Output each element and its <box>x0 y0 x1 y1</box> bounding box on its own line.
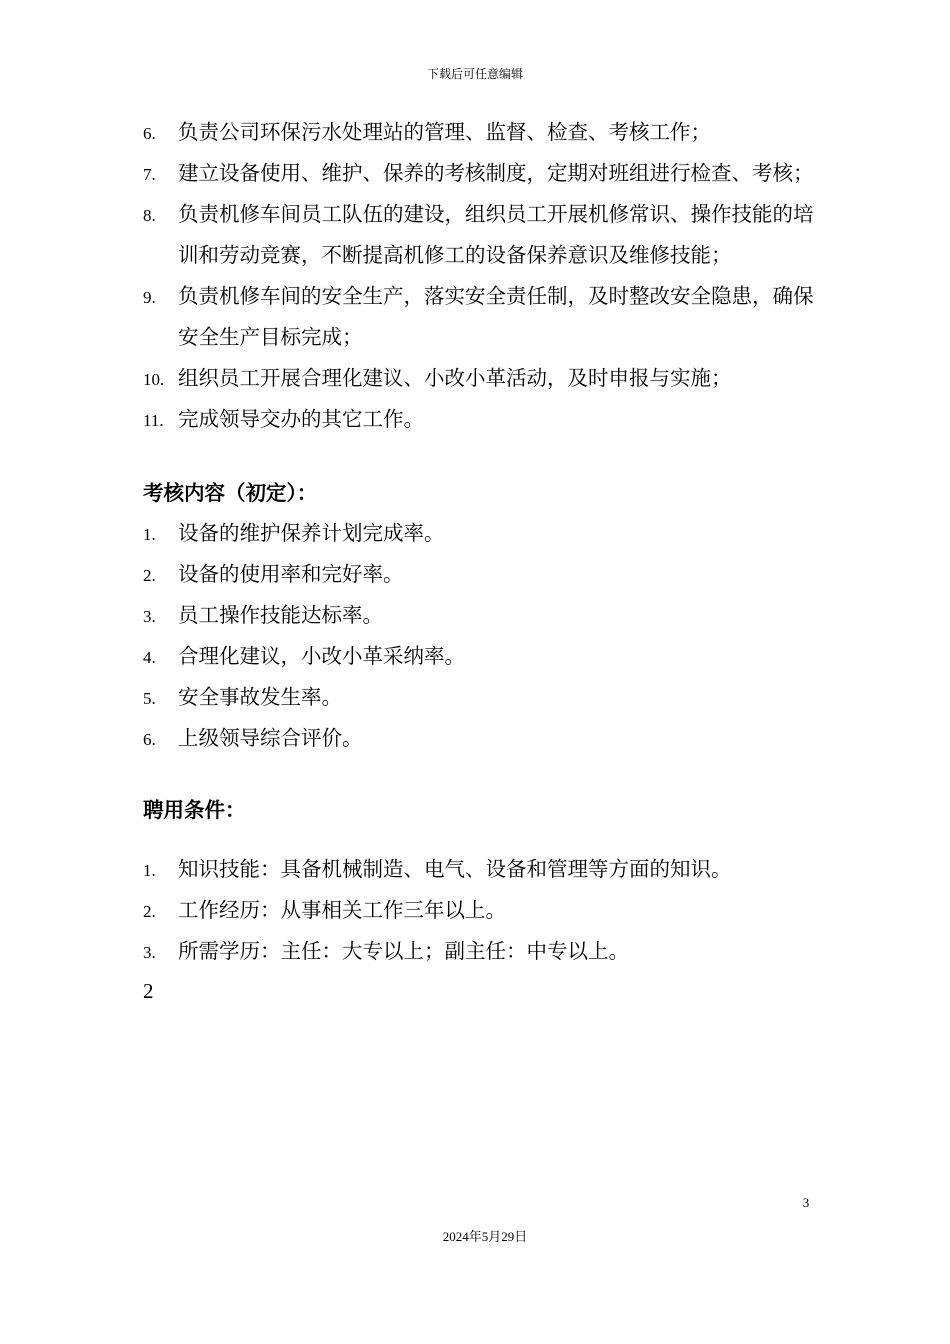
list-item-number: 4. <box>143 648 156 667</box>
list-item-text: 员工操作技能达标率。 <box>178 603 383 627</box>
list-item-text: 完成领导交办的其它工作。 <box>178 407 424 431</box>
list-item <box>143 595 833 636</box>
list-item <box>143 636 833 677</box>
footer-date: 2024年5月29日 <box>442 1229 528 1244</box>
list-item <box>143 677 833 718</box>
list-item-number: 10. <box>143 370 165 389</box>
list-item-text: 知识技能：具备机械制造、电气、设备和管理等方面的知识。 <box>178 857 732 881</box>
list-item-number: 8. <box>143 206 156 225</box>
list-item-text: 设备的使用率和完好率。 <box>178 562 404 586</box>
list-item-number: 6. <box>143 730 156 749</box>
list-item <box>143 399 833 440</box>
list-item-number: 2. <box>143 902 156 921</box>
list-item-text: 安全事故发生率。 <box>178 685 342 709</box>
list-item-number: 1. <box>143 525 156 544</box>
list-item <box>143 513 833 554</box>
list-item-number: 2. <box>143 566 156 585</box>
list-item-text: 设备的维护保养计划完成率。 <box>178 521 445 545</box>
list-item <box>143 153 833 194</box>
list-item-text: 上级领导综合评价。 <box>178 726 363 750</box>
list-item <box>143 358 833 399</box>
list-item-text: 合理化建议，小改小革采纳率。 <box>178 644 465 668</box>
list-item <box>143 890 833 931</box>
list-item-text: 组织员工开展合理化建议、小改小革活动，及时申报与实施； <box>178 366 732 390</box>
list-item <box>143 931 833 972</box>
list-item-text: 建立设备使用、维护、保养的考核制度，定期对班组进行检查、考核； <box>178 161 814 185</box>
list-item-number: 3. <box>143 943 156 962</box>
duties-list <box>143 112 833 440</box>
page-header: 下载后可任意编辑 <box>426 67 523 81</box>
list-item-number: 6. <box>143 124 156 143</box>
list-item <box>143 276 833 358</box>
list-item <box>143 554 833 595</box>
list-item-number: 5. <box>143 689 156 708</box>
page-number: 3 <box>802 1195 810 1210</box>
list-item-number: 1. <box>143 861 156 880</box>
document-body <box>143 112 833 1010</box>
trailing-number: 2 <box>143 979 154 1003</box>
list-item-text: 所需学历：主任：大专以上；副主任：中专以上。 <box>178 939 629 963</box>
list-item-text: 工作经历：从事相关工作三年以上。 <box>178 898 506 922</box>
list-item-number: 9. <box>143 288 156 307</box>
assessment-list <box>143 513 833 759</box>
list-item <box>143 849 833 890</box>
list-item <box>143 112 833 153</box>
list-item-number: 7. <box>143 165 156 184</box>
list-item <box>143 194 833 276</box>
hiring-heading: 聘用条件： <box>143 798 246 822</box>
list-item-number: 3. <box>143 607 156 626</box>
list-item-text: 负责机修车间的安全生产，落实安全责任制，及时整改安全隐患，确保安全生产目标完成； <box>178 284 814 349</box>
list-item <box>143 718 833 759</box>
list-item-text: 负责机修车间员工队伍的建设，组织员工开展机修常识、操作技能的培训和劳动竞赛，不断提高机修工的设备保养意识及维修技能； <box>178 202 814 267</box>
list-item-text: 负责公司环保污水处理站的管理、监督、检查、考核工作； <box>178 120 711 144</box>
hiring-list <box>143 849 833 972</box>
assessment-heading: 考核内容（初定）： <box>143 481 318 505</box>
list-item-number: 11. <box>143 411 164 430</box>
